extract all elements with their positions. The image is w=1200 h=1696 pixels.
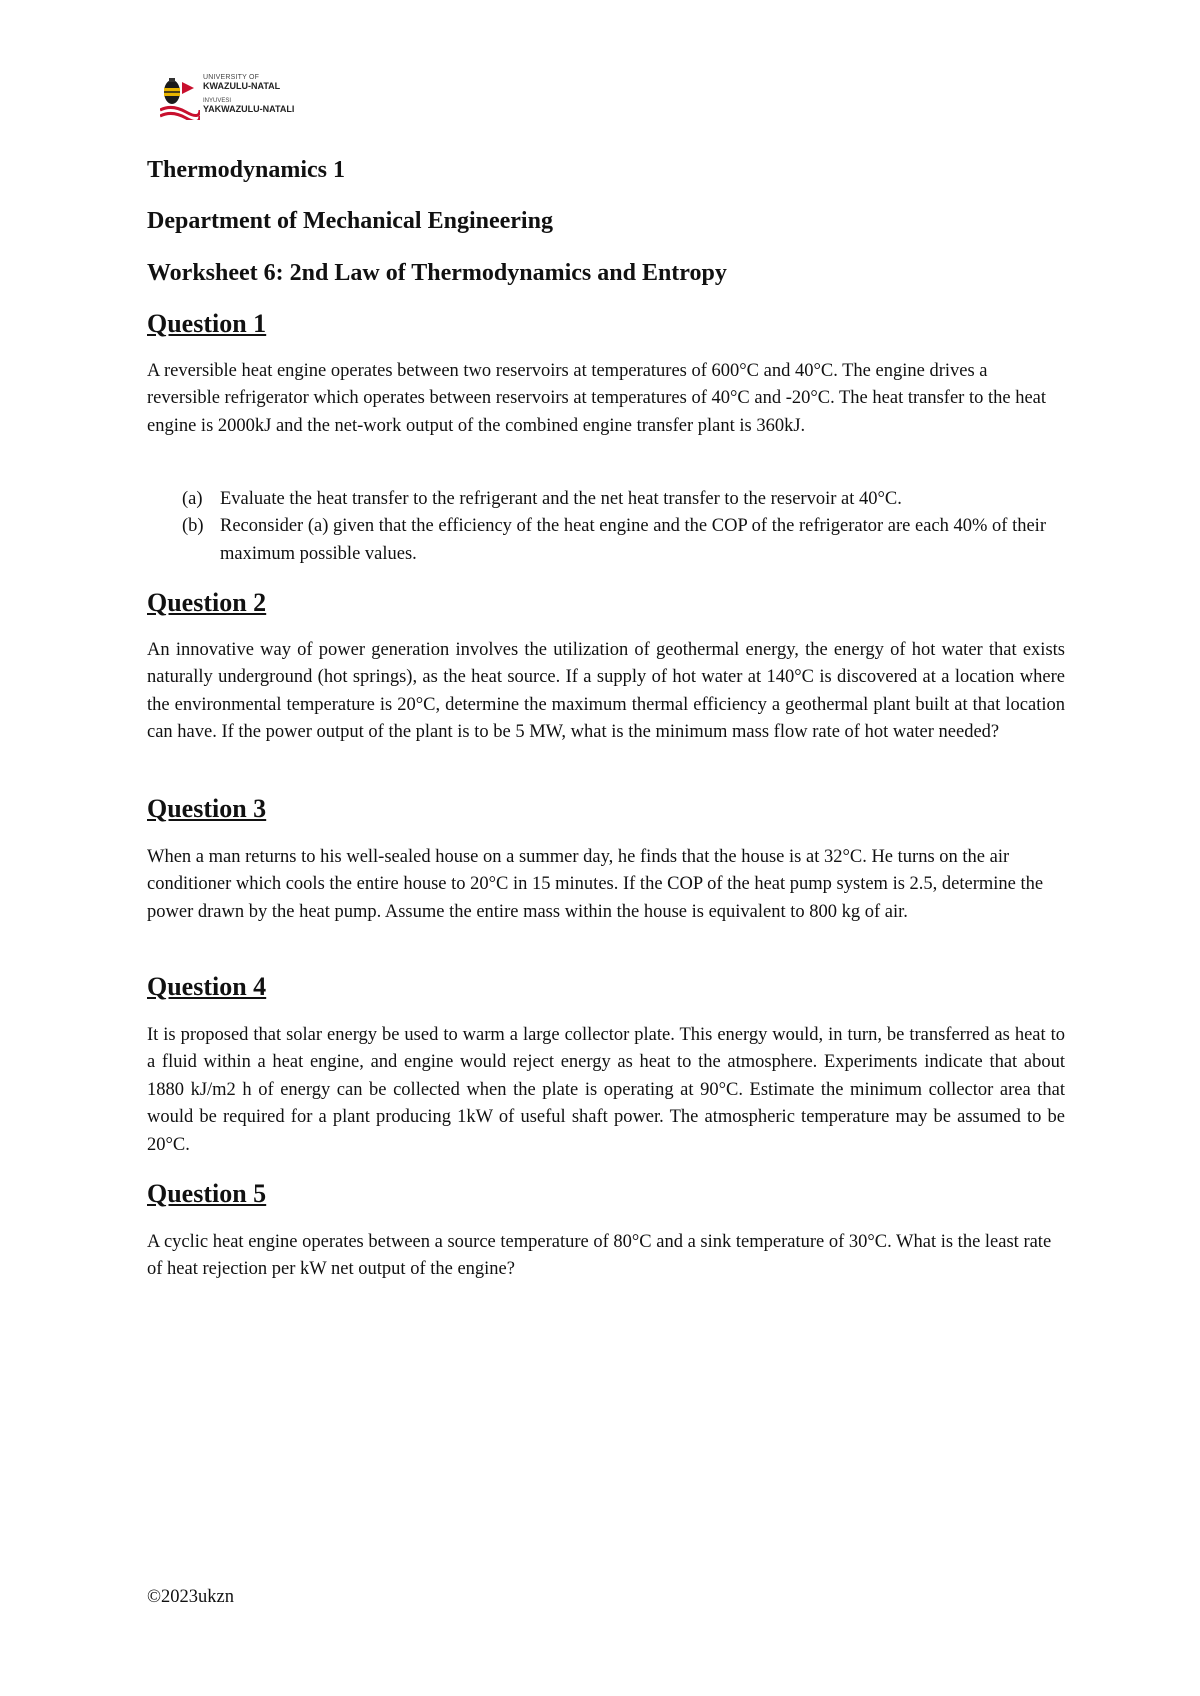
part-b-text: Reconsider (a) given that the efficiency of the heat engine and the COP of the refrigerator are each 40% of their maximum possible values.: [220, 516, 1046, 564]
question-5-text: A cyclic heat engine operates between a source temperature of 80°C and a sink temperature of 30°C. What is the least rate of heat rejection per kW net output of the engine?: [147, 1232, 1052, 1280]
question-1-parts: [182, 486, 1065, 568]
question-4-title: Question 4: [147, 972, 267, 1001]
logo-line-4: YAKWAZULU-NATALI: [203, 104, 295, 114]
logo-line-3: INYUVESI: [203, 98, 232, 104]
worksheet-title: Worksheet 6: 2nd Law of Thermodynamics and Entropy: [147, 260, 727, 286]
university-logo: [160, 74, 300, 124]
question-1-title: Question 1: [147, 309, 267, 338]
question-2-text: An innovative way of power generation involves the utilization of geothermal energy, the energy of hot water that exists naturally underground (hot springs), as the heat source. If a supply of hot water at 140°C is discovered at a location where the environmental temperature is 20°C, determine the maximum thermal efficiency a geothermal plant built at that location can have. If the power output of the plant is to be 5 MW, what is the minimum mass flow rate of hot water needed?: [147, 640, 1065, 743]
question-4-text: It is proposed that solar energy be used to warm a large collector plate. This energy would, in turn, be transferred as heat to a fluid within a heat engine, and engine would reject energy as heat to the atmosphere. Experiments indicate that about 1880 kJ/m2 h of energy can be collected when the plate is operating at 90°C. Estimate the minimum collector area that would be required for a plant producing 1kW of useful shaft power. The atmospheric temperature may be assumed to be 20°C.: [147, 1025, 1065, 1155]
department-title: Department of Mechanical Engineering: [147, 208, 553, 234]
part-a-text: Evaluate the heat transfer to the refrigerant and the net heat transfer to the reservoir at 40°C.: [220, 489, 902, 509]
question-3-text: When a man returns to his well-sealed house on a summer day, he finds that the house is at 32°C. He turns on the air conditioner which cools the entire house to 20°C in 15 minutes. If the COP of the heat pump system is 2.5, determine the power drawn by the heat pump. Assume the entire mass within the house is equivalent to 800 kg of air.: [147, 847, 1044, 922]
question-3-title: Question 3: [147, 794, 267, 823]
question-1-part-b: [182, 513, 1065, 568]
part-b-label: (b): [182, 516, 204, 537]
question-2-title: Question 2: [147, 588, 267, 617]
footer-copyright: ©2023ukzn: [147, 1587, 235, 1607]
question-1-part-a: [182, 486, 1065, 513]
logo-line-1: UNIVERSITY OF: [203, 74, 260, 81]
logo-line-2: KWAZULU-NATAL: [203, 81, 281, 91]
part-a-label: (a): [182, 489, 203, 509]
question-5-title: Question 5: [147, 1179, 267, 1208]
question-1-text: A reversible heat engine operates between two reservoirs at temperatures of 600°C and 40°C. The engine drives a reversible refrigerator which operates between reservoirs at temperatures of 40°C and -20°C. The heat transfer to the heat engine is 2000kJ and the net-work output of the combined engine transfer plant is 360kJ.: [147, 361, 1047, 436]
course-title: Thermodynamics 1: [147, 157, 345, 183]
crest-icon: [160, 74, 200, 120]
